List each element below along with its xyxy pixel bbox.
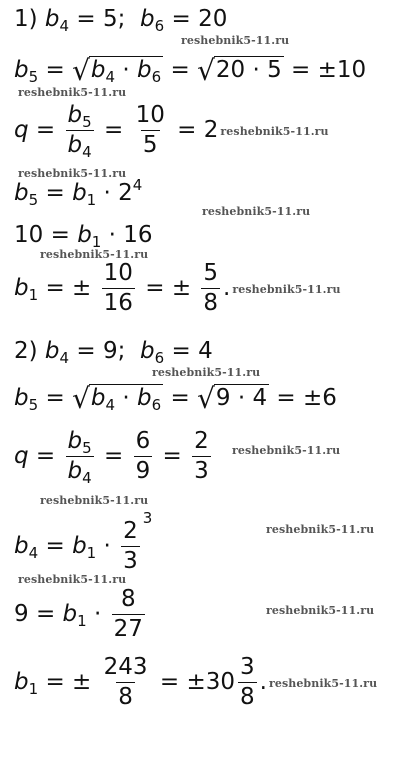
line-1-b5: $b_5 = √b_4 \cdot b_6 = √20 \cdot 5 = \pm 10$: [14, 54, 367, 87]
watermark: reshebnik5-11.ru: [18, 86, 127, 99]
line-2-9-b1: $9 = b_1$ · $\frac{8}{27}$: [14, 586, 143, 642]
given-b6: 4: [198, 338, 213, 364]
fraction-2-3: $\frac{2}{3}$: [123, 518, 138, 574]
given-b6: 20: [198, 6, 228, 32]
given-b4: 9: [102, 338, 118, 364]
line-2-b1: $b_1$ = ± $\frac{243}{8}$ = ±30 $\frac{3}{8}$ . reshebnik5-11.ru: [14, 654, 378, 710]
sqrt-b4-b6: $√b_4 \cdot b_6$: [72, 54, 162, 87]
given-b4: 5: [102, 6, 118, 32]
watermark: reshebnik5-11.ru: [181, 34, 290, 47]
watermark: reshebnik5-11.ru: [220, 125, 329, 138]
sqrt-20-5: √20 · 5: [197, 54, 282, 87]
fraction-5-8: $\frac{5}{8}$: [203, 260, 219, 316]
watermark: reshebnik5-11.ru: [266, 523, 375, 536]
fraction-10-5: $\frac{10}{5}$: [135, 102, 165, 158]
sqrt-9-4: √9 · 4: [197, 382, 268, 415]
fraction-b5-b4: $\frac{b_5}{b_4}$: [67, 102, 92, 161]
line-2-q: q = $\frac{b_5}{b_4}$ = $\frac{6}{9}$ = $\frac{2}{3}$: [14, 428, 209, 487]
fraction-b5-b4: $\frac{b_5}{b_4}$: [67, 428, 92, 487]
line-1-10-b1: $10 = b_1 \cdot 16$: [14, 222, 153, 251]
b5-result: ±10: [317, 57, 367, 83]
fraction-3-8: $\frac{3}{8}$: [240, 654, 255, 710]
fraction-6-9: $\frac{6}{9}$: [135, 428, 151, 484]
line-2-b4-b1: $b_4 = b_1$ · $\frac{2}{3}$ $^3$: [14, 509, 153, 574]
b1-whole: ±30: [186, 669, 235, 695]
fraction-10-16: $\frac{10}{16}$: [103, 260, 133, 316]
line-1-b5-b1: $b_5 = b_1 \cdot 2^4$: [14, 176, 143, 209]
watermark: reshebnik5-11.ru: [18, 167, 127, 180]
b5-result: ±6: [303, 385, 337, 411]
watermark: reshebnik5-11.ru: [40, 248, 149, 261]
watermark: reshebnik5-11.ru: [232, 283, 341, 296]
watermark: reshebnik5-11.ru: [268, 677, 378, 690]
watermark: reshebnik5-11.ru: [40, 494, 149, 507]
part-2-label: 2): [14, 338, 38, 364]
q-result: 2: [203, 117, 219, 143]
watermark: reshebnik5-11.ru: [266, 604, 375, 617]
fraction-8-27: $\frac{8}{27}$: [113, 586, 143, 642]
watermark: reshebnik5-11.ru: [18, 573, 127, 586]
part-1-label: 1): [14, 6, 38, 32]
watermark: reshebnik5-11.ru: [202, 205, 311, 218]
watermark: reshebnik5-11.ru: [232, 444, 341, 457]
fraction-243-8: $\frac{243}{8}$: [103, 654, 148, 710]
sqrt-b4-b6: $√b_4 \cdot b_6$: [72, 382, 162, 415]
fraction-2-3: $\frac{2}{3}$: [194, 428, 209, 484]
watermark: reshebnik5-11.ru: [152, 366, 261, 379]
line-1-given: 1) $b_4 = 5$; $b_6 = 20$: [14, 6, 228, 35]
line-1-b1: $b_1$ = ± $\frac{10}{16}$ = ± $\frac{5}{8}$ . reshebnik5-11.ru: [14, 260, 341, 316]
line-2-given: 2) $b_4 = 9$; $b_6 = 4$: [14, 338, 213, 367]
line-1-q: q = $\frac{b_5}{b_4}$ = $\frac{10}{5}$ = 2 reshebnik5-11.ru: [14, 102, 329, 161]
line-2-b5: $b_5 = √b_4 \cdot b_6 = √9 \cdot 4 = \pm 6$: [14, 382, 337, 415]
